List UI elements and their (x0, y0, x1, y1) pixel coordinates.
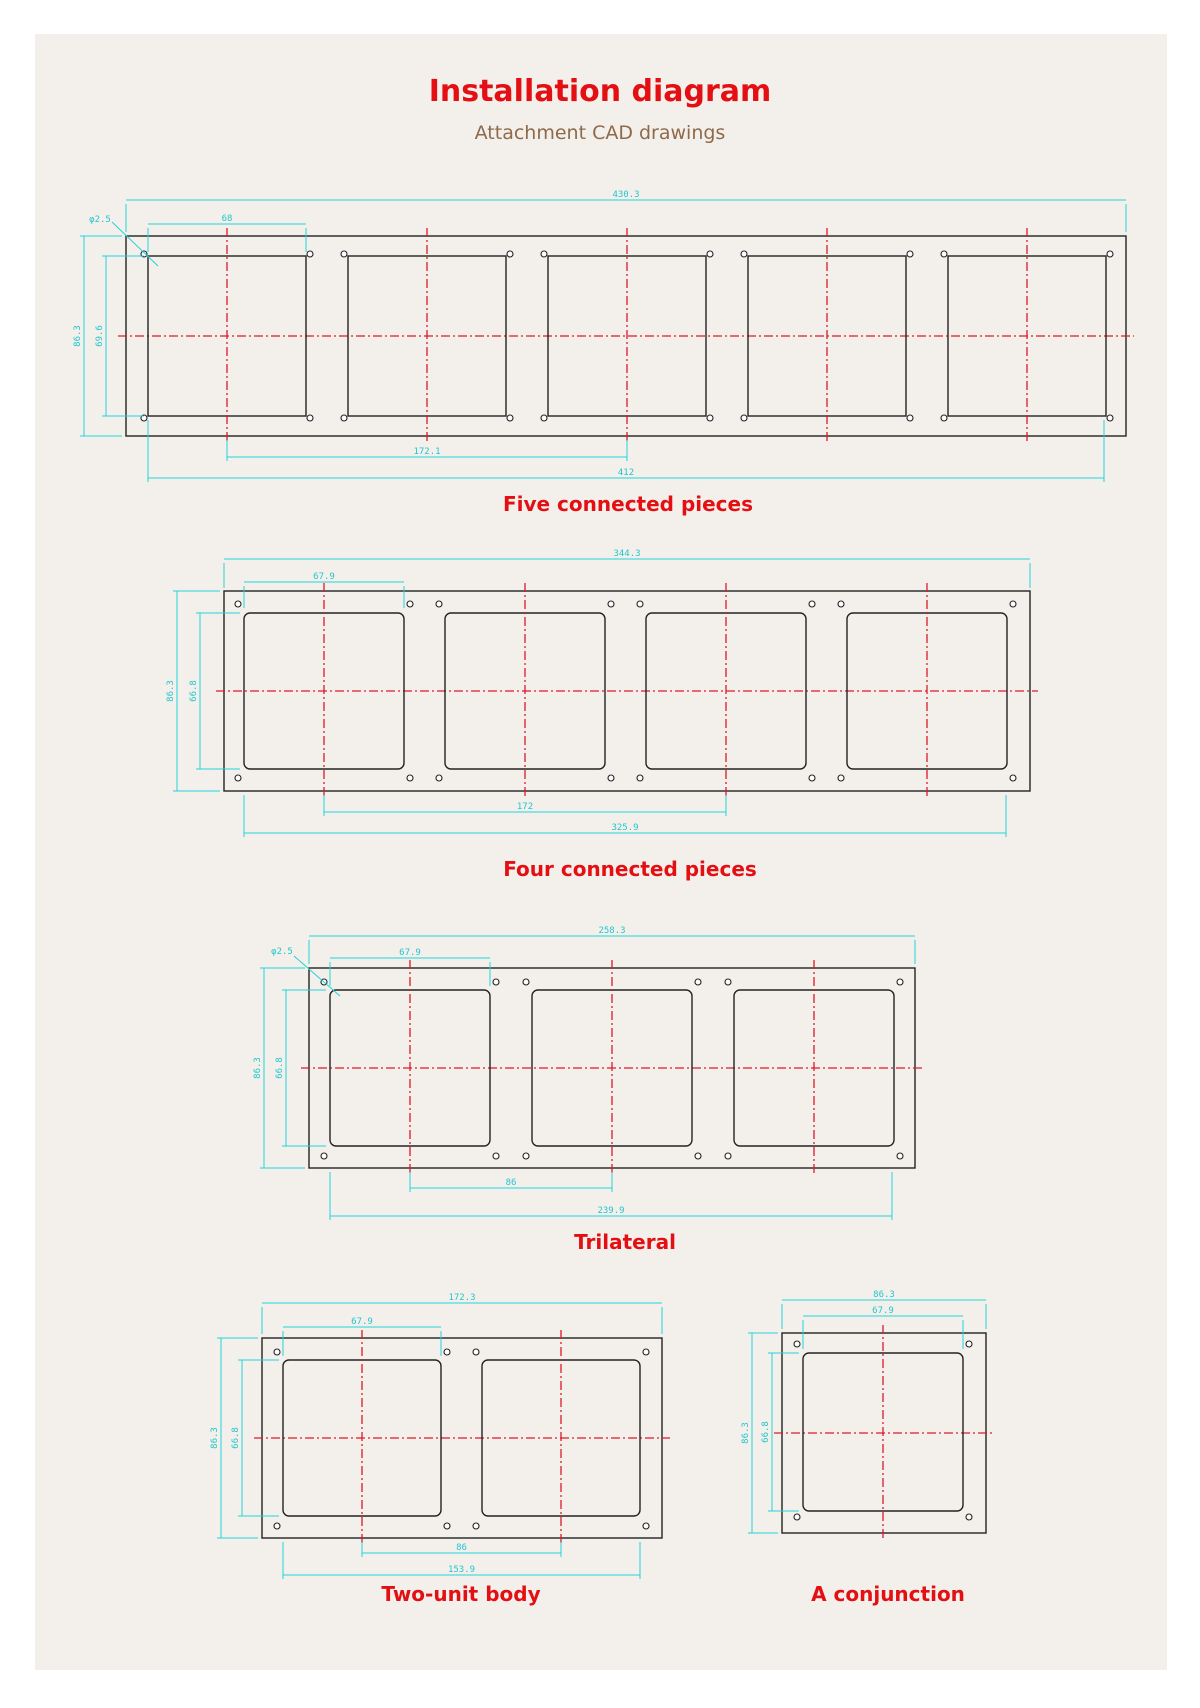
caption-two: Two-unit body (381, 1582, 541, 1606)
mount-hole (1010, 775, 1016, 781)
mount-hole (507, 415, 513, 421)
mount-hole (541, 251, 547, 257)
dim-two-window-label: 67.9 (351, 1317, 373, 1327)
dim-two-pitch-label: 86 (456, 1543, 467, 1553)
dim-five-holedia: φ2.5 (89, 215, 111, 225)
mount-hole (809, 775, 815, 781)
dim-five-holespan-label: 412 (617, 468, 635, 478)
mount-hole (274, 1523, 280, 1529)
mount-hole (523, 1153, 529, 1159)
mount-hole (643, 1523, 649, 1529)
mount-hole (493, 979, 499, 985)
mount-hole (523, 979, 529, 985)
mount-hole (274, 1349, 280, 1355)
mount-hole (444, 1523, 450, 1529)
mount-hole (725, 979, 731, 985)
dim-five-overall-label: 430.3 (612, 190, 640, 200)
mount-hole (507, 251, 513, 257)
dim-two-winheight-label: 66.8 (231, 1427, 241, 1449)
mount-hole (321, 1153, 327, 1159)
dim-three-overall-label: 258.3 (598, 926, 626, 936)
mount-hole (907, 251, 913, 257)
mount-hole (1107, 251, 1113, 257)
mount-hole (235, 775, 241, 781)
dim-one-overall-label: 86.3 (873, 1290, 895, 1300)
dim-three-winheight-label: 66.8 (275, 1057, 285, 1079)
mount-hole (608, 775, 614, 781)
dim-two-holespan-label: 153.9 (447, 1565, 476, 1575)
mount-hole (341, 415, 347, 421)
mount-hole (966, 1341, 972, 1347)
mount-hole (473, 1349, 479, 1355)
mount-hole (436, 775, 442, 781)
caption-four: Four connected pieces (503, 857, 757, 881)
mount-hole (794, 1514, 800, 1520)
mount-hole (695, 979, 701, 985)
dim-four-winheight-label: 66.8 (189, 680, 199, 702)
dim-five-height-label: 86.3 (73, 325, 83, 347)
mount-hole (695, 1153, 701, 1159)
dim-two-height-label: 86.3 (210, 1427, 220, 1449)
dim-five-winheight-label: 69.6 (95, 325, 105, 347)
dim-three-height-label: 86.3 (253, 1057, 263, 1079)
mount-hole (741, 415, 747, 421)
dim-one-window-label: 67.9 (872, 1306, 894, 1316)
mount-hole (307, 415, 313, 421)
mount-hole (897, 979, 903, 985)
mount-hole (941, 251, 947, 257)
mount-hole (444, 1349, 450, 1355)
dim-four-pitch-label: 172 (516, 802, 534, 812)
dim-three-holespan-label: 239.9 (597, 1206, 625, 1216)
mount-hole (307, 251, 313, 257)
dim-five-window-label: 68 (221, 214, 233, 224)
mount-hole (341, 251, 347, 257)
mount-hole (838, 601, 844, 607)
dim-five-holedia-leader (112, 222, 158, 266)
mount-hole (436, 601, 442, 607)
mount-hole (541, 415, 547, 421)
mount-hole (1107, 415, 1113, 421)
page-title: Installation diagram (428, 74, 772, 109)
caption-five: Five connected pieces (502, 492, 754, 516)
dim-four-overall-label: 344.3 (613, 549, 641, 559)
dim-three-holedia: φ2.5 (271, 947, 293, 957)
dim-four-holespan-label: 325.9 (611, 823, 639, 833)
mount-hole (637, 601, 643, 607)
dim-three-window-label: 67.9 (399, 948, 421, 958)
mount-hole (741, 251, 747, 257)
mount-hole (838, 775, 844, 781)
mount-hole (643, 1349, 649, 1355)
mount-hole (707, 251, 713, 257)
mount-hole (493, 1153, 499, 1159)
dim-three-pitch-label: 86 (505, 1178, 517, 1188)
mount-hole (725, 1153, 731, 1159)
mount-hole (897, 1153, 903, 1159)
caption-one: A conjunction (811, 1582, 965, 1606)
mount-hole (235, 601, 241, 607)
page-subtitle: Attachment CAD drawings (474, 122, 726, 144)
mount-hole (407, 601, 413, 607)
mount-hole (966, 1514, 972, 1520)
dim-one-height-label: 86.3 (741, 1422, 751, 1444)
dim-one-winheight-label: 66.8 (761, 1421, 771, 1443)
dim-two-overall-label: 172.3 (448, 1293, 476, 1303)
mount-hole (907, 415, 913, 421)
dim-five-pitch-label: 172.1 (413, 447, 441, 457)
mount-hole (941, 415, 947, 421)
mount-hole (707, 415, 713, 421)
mount-hole (407, 775, 413, 781)
mount-hole (473, 1523, 479, 1529)
dim-four-window-label: 67.9 (313, 572, 335, 582)
mount-hole (794, 1341, 800, 1347)
mount-hole (608, 601, 614, 607)
mount-hole (637, 775, 643, 781)
mount-hole (1010, 601, 1016, 607)
caption-three: Trilateral (574, 1230, 676, 1254)
dim-four-height-label: 86.3 (166, 680, 176, 702)
mount-hole (809, 601, 815, 607)
